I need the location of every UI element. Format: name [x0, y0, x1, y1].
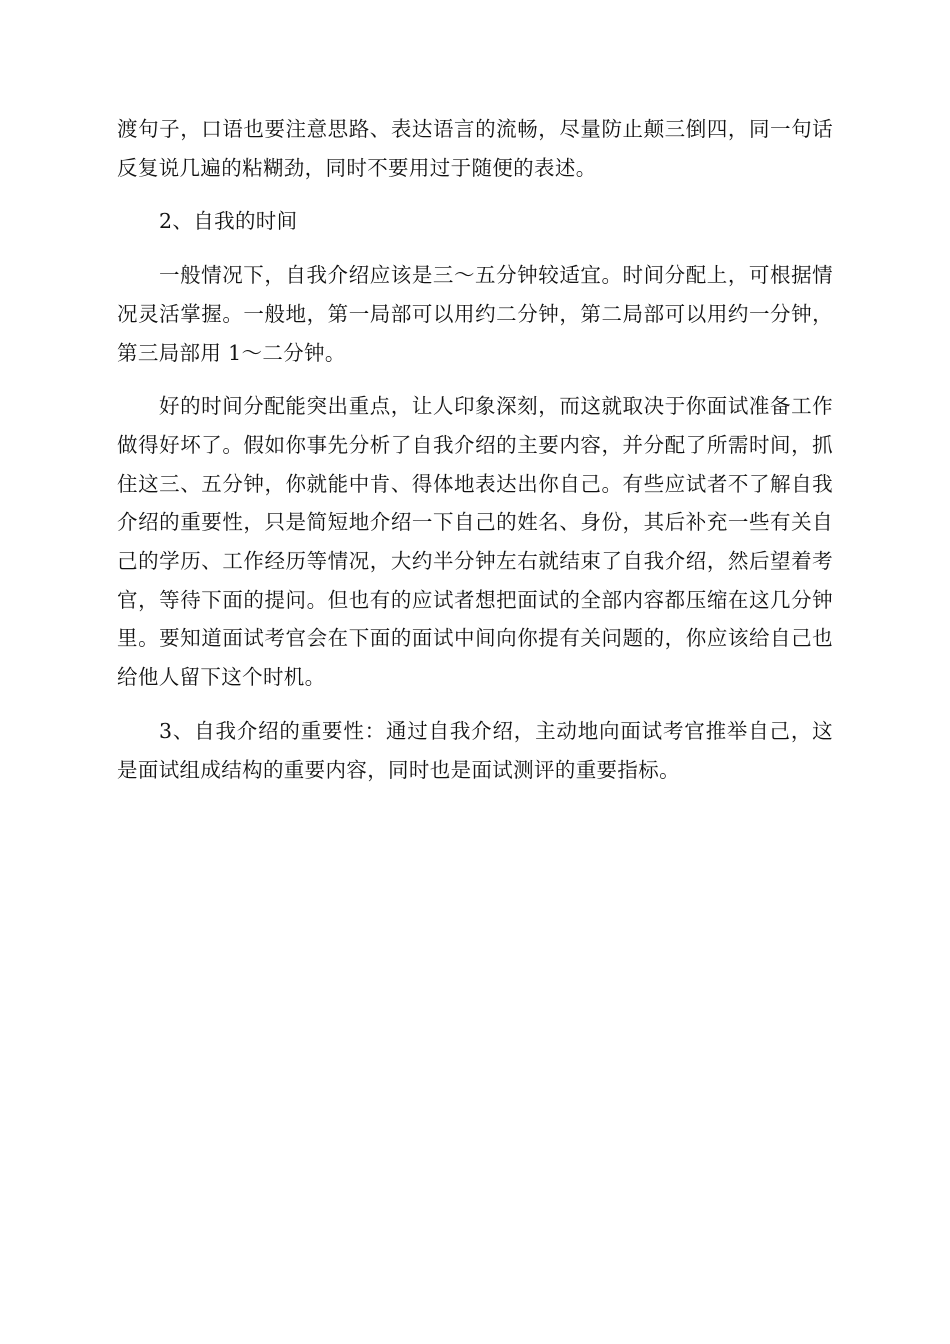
paragraph-time-emphasis: 好的时间分配能突出重点，让人印象深刻，而这就取决于你面试准备工作做得好坏了。假如你事先分析了自我介绍的主要内容，并分配了所需时间，抓住这三、五分钟，你就能中肯、得体地表达出你自己。有些应试者不了解自我介绍的重要性，只是简短地介绍一下自己的姓名、身份，其后补充一些有关自己的学历、工作经历等情况，大约半分钟左右就结束了自我介绍，然后望着考官，等待下面的提问。但也有的应试者想把面试的全部内容都压缩在这几分钟里。要知道面试考官会在下面的面试中间向你提有关问题的，你应该给自己也给他人留下这个时机。 [117, 394, 833, 690]
section-heading-time: 2、自我的时间 [159, 209, 298, 234]
paragraph-importance: 3、自我介绍的重要性：通过自我介绍，主动地向面试考官推举自己，这是面试组成结构的重要内容，同时也是面试测评的重要指标。 [117, 718, 833, 782]
document-body [117, 110, 833, 789]
paragraph-continuation: 渡句子，口语也要注意思路、表达语言的流畅，尽量防止颠三倒四，同一句话反复说几遍的粘糊劲，同时不要用过于随便的表述。 [117, 117, 833, 180]
paragraph-time-allocation: 一般情况下，自我介绍应该是三～五分钟较适宜。时间分配上，可根据情况灵活掌握。一般地，第一局部可以用约二分钟，第二局部可以用约一分钟，第三局部用 1～二分钟。 [117, 263, 833, 365]
